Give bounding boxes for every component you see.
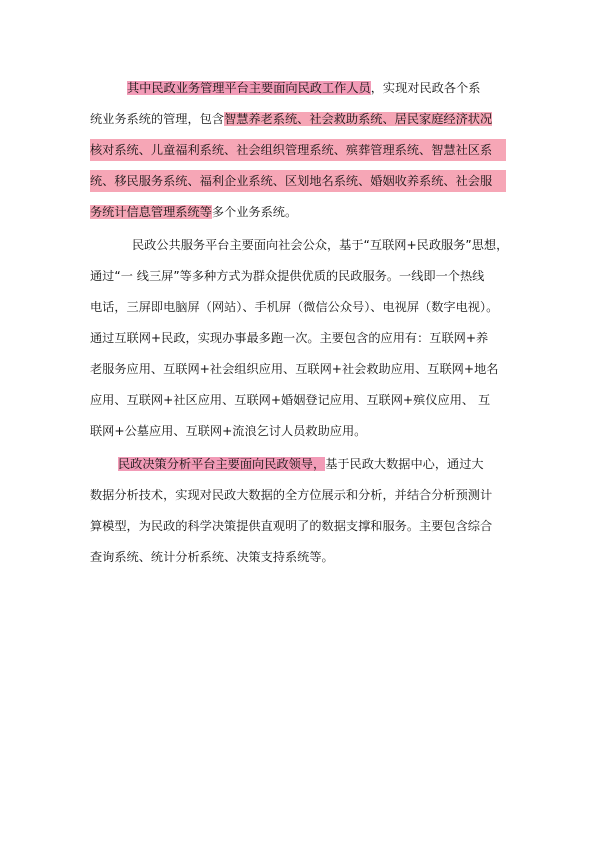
p3-line-3: 算模型，为民政的科学决策提供直观明了的数据支撑和服务。主要包含综合 xyxy=(90,519,493,533)
p3-line-4: 查询系统、统计分析系统、决策支持系统等。 xyxy=(90,550,334,564)
p1-line-4: 统、移民服务系统、福利企业系统、区划地名系统、婚姻收养系统、社会服 xyxy=(90,170,506,192)
p2-line-5: 老服务应用、互联网+社会组织应用、互联网+社会救助应用、互联网+地名 xyxy=(90,362,499,376)
p2-line-2: 通过“一 线三屏”等多种方式为群众提供优质的民政服务。一线即一个热线 xyxy=(90,269,485,283)
p1-line-1 xyxy=(127,77,512,99)
p3-line-1 xyxy=(118,453,512,475)
p3-highlight-title: 民政决策分析平台主要面向民政领导， xyxy=(118,457,326,471)
p3-line-1-rest: 基于民政大数据中心，通过大 xyxy=(325,457,484,471)
p1-line-2 xyxy=(90,108,510,130)
p1-line-1-rest: ，实现对民政各个系 xyxy=(370,81,481,95)
p1-line-2-pre: 统业务系统的管理，包含 xyxy=(90,112,225,126)
p1-line-5 xyxy=(90,201,510,223)
p1-line-3: 核对系统、儿童福利系统、社会组织管理系统、殡葬管理系统、智慧社区系 xyxy=(90,139,506,161)
p2-line-4: 通过互联网+民政，实现办事最多跑一次。主要包含的应用有：互联网+养 xyxy=(90,331,489,345)
p2-line-1: 民政公共服务平台主要面向社会公众，基于“互联网+民政服务”思想， xyxy=(132,238,509,252)
p3-line-2: 数据分析技术，实现对民政大数据的全方位展示和分析，并结合分析预测计 xyxy=(90,488,493,502)
p2-line-6: 应用、互联网+社区应用、互联网+婚姻登记应用、互联网+殡仪应用、 互 xyxy=(90,393,491,407)
p2-line-7: 联网+公墓应用、互联网+流浪乞讨人员救助应用。 xyxy=(90,424,367,438)
p2-line-3: 电话，三屏即电脑屏（网站）、手机屏（微信公众号）、电视屏（数字电视）。 xyxy=(90,300,499,314)
p1-highlight-systems-end: 务统计信息管理系统等 xyxy=(90,205,212,219)
p1-line-5-rest: 多个业务系统。 xyxy=(211,205,298,219)
p1-highlight-title: 其中民政业务管理平台主要面向民政工作人员 xyxy=(127,81,371,95)
p1-highlight-systems-1: 智慧养老系统、社会救助系统、居民家庭经济状况 xyxy=(224,112,493,126)
